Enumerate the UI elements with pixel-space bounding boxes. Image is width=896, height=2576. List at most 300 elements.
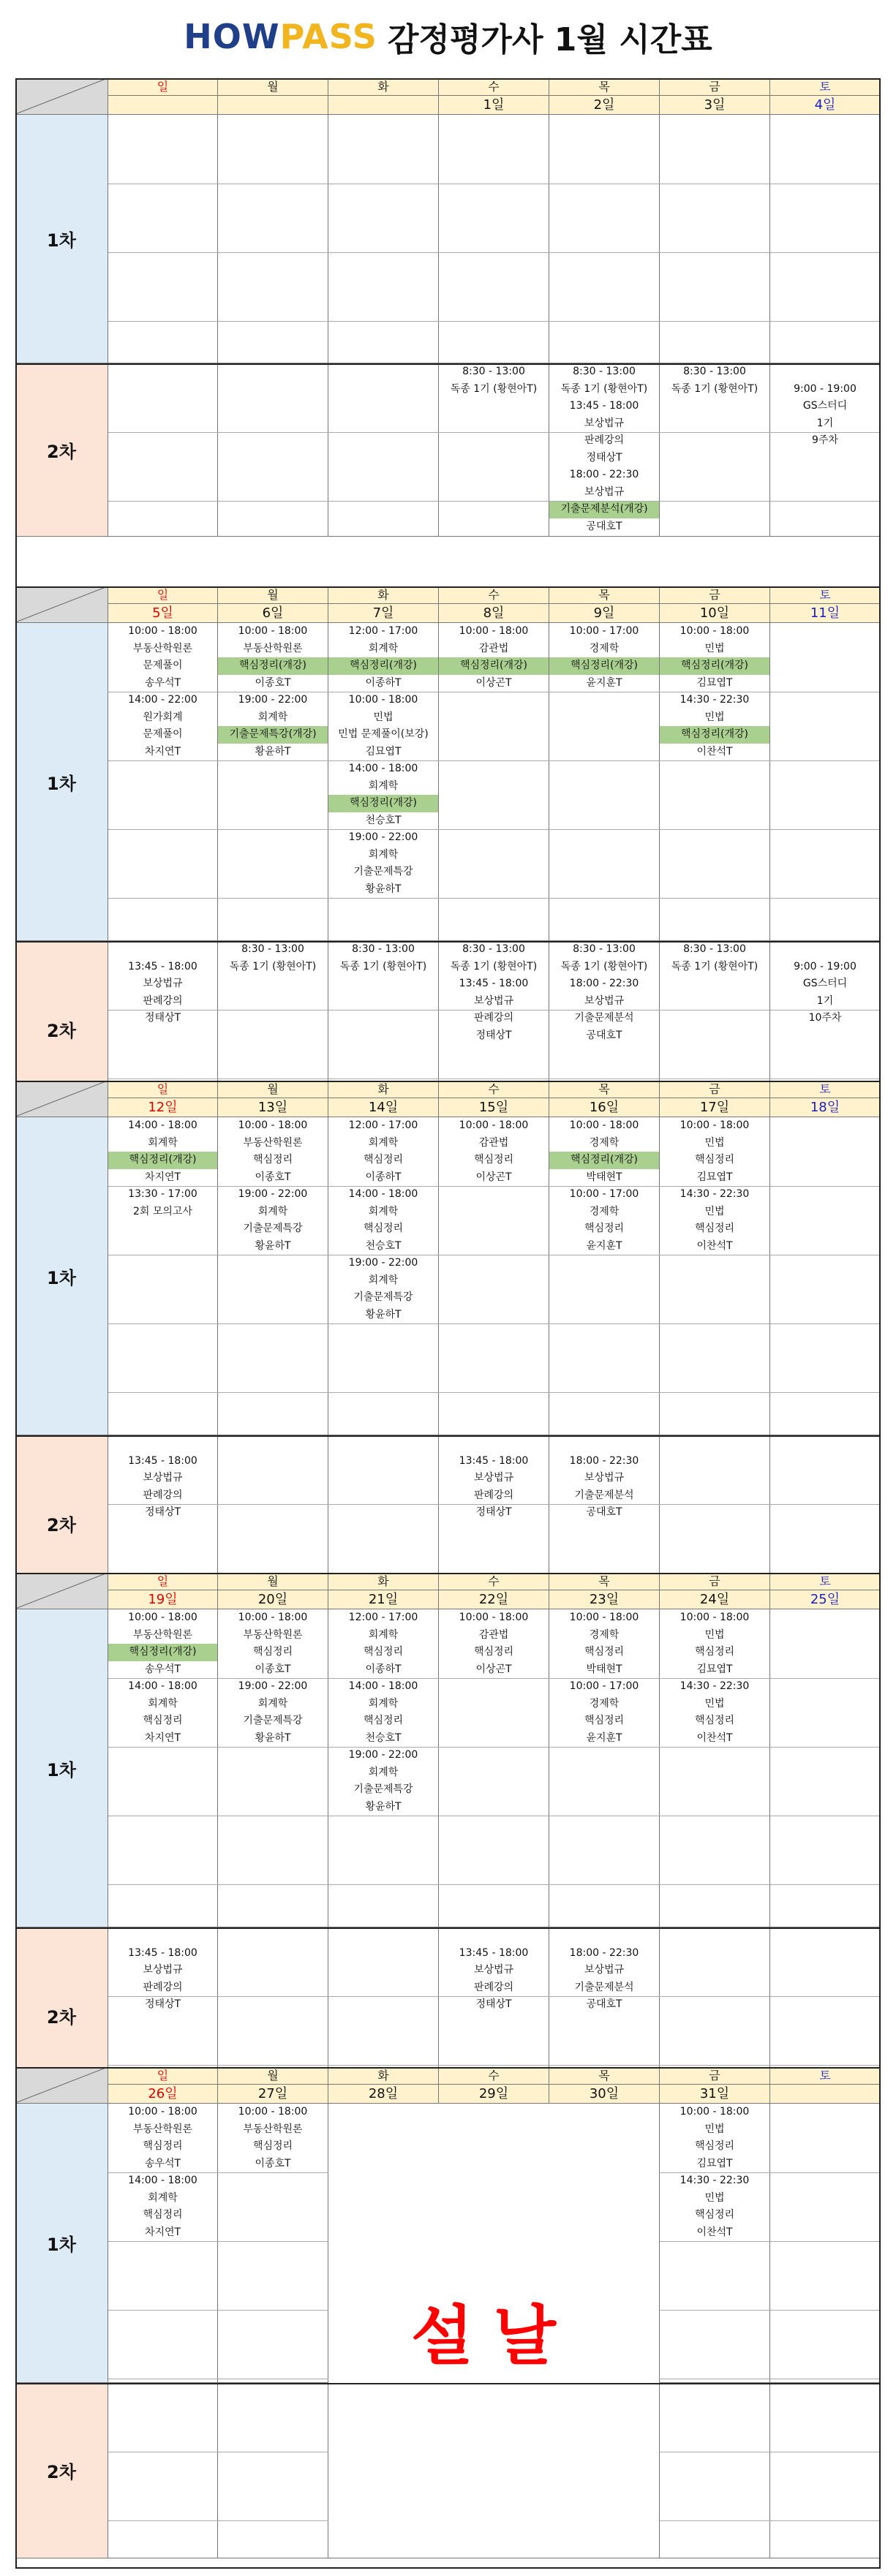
course-line: 19:00 - 22:00 xyxy=(348,831,418,843)
course-line: 핵심정리 xyxy=(694,1646,735,1658)
course-line: 경제학 xyxy=(589,1205,620,1217)
course-line: 핵심정리 xyxy=(694,1154,735,1166)
course-line: 14:00 - 18:00 xyxy=(128,2175,197,2186)
course-line: 천승호T xyxy=(365,1239,402,1252)
slot-round1-sun xyxy=(108,1609,218,1927)
course-line: GS스터디 xyxy=(802,400,848,412)
course-line: 핵심정리 xyxy=(363,1646,404,1658)
course-line: 정태상T xyxy=(475,1506,512,1518)
date-wed: 15일 xyxy=(439,1098,549,1117)
course-line: 핵심정리 xyxy=(694,2140,735,2152)
highlighted-course-line: 핵심정리(개강) xyxy=(328,657,438,675)
course-line: 13:45 - 18:00 xyxy=(459,978,529,989)
day-name-sat: 토 xyxy=(770,586,881,604)
course-line: 판례강의 xyxy=(143,994,183,1007)
course-line: 13:45 - 18:00 xyxy=(459,1454,529,1467)
course-line: 보상법규 xyxy=(473,1472,514,1484)
course-line: 10:00 - 18:00 xyxy=(128,2106,197,2118)
day-name-wed: 수 xyxy=(439,2067,549,2085)
round-label-1: 1차 xyxy=(15,2104,108,2383)
date-tue: 14일 xyxy=(328,1098,439,1117)
course-line: 회계학 xyxy=(368,848,399,861)
course-line: 민법 xyxy=(704,1136,725,1149)
course-line: 윤지훈T xyxy=(586,1731,622,1744)
course-line: 14:30 - 22:30 xyxy=(679,1680,750,1692)
round-label-2: 2차 xyxy=(15,941,108,1117)
slot-round2-fri xyxy=(660,2383,770,2558)
course-line: 공대호T xyxy=(586,1998,622,2010)
course-line: 핵심정리 xyxy=(694,1223,735,1234)
course-line: 이종호T xyxy=(255,2157,291,2169)
course-line: 10:00 - 18:00 xyxy=(679,1612,750,1623)
course-line: 판례강의 xyxy=(143,1981,183,1993)
brand-logo: HOWPASS xyxy=(184,17,377,56)
course-line: 정태상T xyxy=(475,1998,512,2010)
date-fri: 3일 xyxy=(660,96,770,115)
course-line: 보상법규 xyxy=(143,1472,183,1484)
course-line: 보상법규 xyxy=(143,1964,183,1976)
slot-round1-sun xyxy=(108,115,218,363)
course-line: 보상법규 xyxy=(584,1964,625,1976)
date-mon xyxy=(218,96,328,115)
date-sun xyxy=(108,96,218,115)
course-line: 10:00 - 18:00 xyxy=(569,1119,639,1131)
course-line: 경제학 xyxy=(589,1697,620,1710)
day-name-mon: 월 xyxy=(218,586,328,604)
slot-round1-sat xyxy=(770,1117,881,1435)
course-line: 송우석T xyxy=(144,676,181,689)
course-line: 8:30 - 13:00 xyxy=(683,943,746,955)
course-line: 18:00 - 22:30 xyxy=(569,978,639,989)
course-line: 독종 1기 (황현아T) xyxy=(229,960,317,972)
course-line: 정태상T xyxy=(144,1998,181,2010)
course-line: 공대호T xyxy=(586,1506,622,1518)
slot-round1-sat xyxy=(770,623,881,941)
corner-diagonal xyxy=(15,586,108,622)
course-line: 이찬석T xyxy=(696,2226,733,2238)
course-line: 황윤하T xyxy=(365,883,402,895)
highlighted-course-line: 핵심정리(개강) xyxy=(549,657,659,675)
course-line: 박태현T xyxy=(586,1171,622,1183)
slot-round1-fri xyxy=(660,115,770,363)
slot-round1-mon xyxy=(218,2104,328,2383)
slot-round2-mon xyxy=(218,2383,328,2558)
course-line: 민법 xyxy=(704,2191,725,2204)
course-line: 회계학 xyxy=(368,1697,399,1710)
slot-round1-sat xyxy=(770,115,881,363)
course-line: 19:00 - 22:00 xyxy=(238,1680,308,1692)
slot-round1-tue xyxy=(328,1609,439,1927)
slot-round1-wed xyxy=(439,1609,549,1927)
course-line: 회계학 xyxy=(368,1136,399,1149)
day-name-mon: 월 xyxy=(218,1573,328,1590)
date-thu: 2일 xyxy=(549,96,660,115)
course-line: 14:00 - 18:00 xyxy=(128,1680,197,1692)
course-line: 핵심정리 xyxy=(363,1223,404,1234)
course-line: 핵심정리 xyxy=(584,1715,625,1726)
course-line: 차지연T xyxy=(144,1171,181,1183)
course-line: 보상법규 xyxy=(473,994,514,1007)
course-line: 기출문제특강 xyxy=(243,1715,303,1726)
course-line: 10:00 - 18:00 xyxy=(128,625,197,637)
course-line: 기출문제특강 xyxy=(353,1783,413,1795)
date-sat: 25일 xyxy=(770,1590,881,1609)
course-line: GS스터디 xyxy=(802,978,848,989)
course-line: 민법 xyxy=(704,711,725,723)
course-line: 14:00 - 22:00 xyxy=(128,694,197,706)
course-line: 19:00 - 22:00 xyxy=(348,1257,418,1269)
course-line: 기출문제분석 xyxy=(574,1981,634,1993)
course-line: 감관법 xyxy=(478,1136,509,1149)
highlighted-course-line: 핵심정리(개강) xyxy=(328,795,438,812)
course-line: 13:45 - 18:00 xyxy=(459,1946,529,1959)
course-line: 기출문제특강 xyxy=(353,866,413,877)
course-line: 회계학 xyxy=(368,1628,399,1641)
course-line: 14:00 - 18:00 xyxy=(348,1188,418,1200)
date-thu: 23일 xyxy=(549,1590,660,1609)
highlighted-course-line: 핵심정리(개강) xyxy=(108,1644,217,1661)
course-line: 10주차 xyxy=(808,1012,842,1024)
header-corner xyxy=(15,1573,108,1609)
course-line: 공대호T xyxy=(586,1029,622,1041)
course-line: 14:00 - 18:00 xyxy=(128,1119,197,1131)
course-line: 천승호T xyxy=(365,814,402,826)
slot-round1-thu xyxy=(549,623,660,941)
slot-round2-thu xyxy=(549,363,660,537)
course-line: 이찬석T xyxy=(696,1239,733,1252)
date-sun: 19일 xyxy=(108,1590,218,1609)
course-line: 공대호T xyxy=(586,520,622,532)
course-line: 차지연T xyxy=(144,2226,181,2238)
course-line: 핵심정리 xyxy=(363,1715,404,1726)
course-line: 회계학 xyxy=(257,1697,288,1710)
course-line: 19:00 - 22:00 xyxy=(238,1188,308,1200)
course-line: 보상법규 xyxy=(584,486,625,498)
slot-round1-wed xyxy=(439,115,549,363)
course-line: 경제학 xyxy=(589,642,620,654)
title-text: 감정평가사 1월 시간표 xyxy=(387,21,712,58)
course-line: 10:00 - 18:00 xyxy=(238,625,308,637)
course-line: 원가회계 xyxy=(143,711,183,723)
course-line: 기출문제특강 xyxy=(243,1223,303,1234)
day-name-fri: 금 xyxy=(660,1081,770,1098)
course-line: 보상법규 xyxy=(584,417,625,429)
course-line: 핵심정리 xyxy=(473,1646,514,1658)
course-line: 독종 1기 (황현아T) xyxy=(671,382,758,395)
course-line: 13:30 - 17:00 xyxy=(128,1188,197,1200)
day-name-wed: 수 xyxy=(439,586,549,604)
slot-round2-wed xyxy=(439,363,549,537)
day-name-mon: 월 xyxy=(218,2067,328,2085)
date-mon: 20일 xyxy=(218,1590,328,1609)
course-line: 10:00 - 17:00 xyxy=(569,1188,639,1200)
course-line: 감관법 xyxy=(478,1628,509,1641)
slot-round1-sun xyxy=(108,2104,218,2383)
day-name-wed: 수 xyxy=(439,1081,549,1098)
course-line: 2회 모의고사 xyxy=(133,1205,192,1217)
round-label-2: 2차 xyxy=(15,1435,108,1612)
course-line: 정태상T xyxy=(475,1029,512,1041)
day-name-fri: 금 xyxy=(660,2067,770,2085)
course-line: 김묘엽T xyxy=(696,1663,733,1675)
slot-round1-fri xyxy=(660,623,770,941)
course-line xyxy=(108,1435,217,1453)
course-line: 10:00 - 18:00 xyxy=(348,694,418,706)
day-name-mon: 월 xyxy=(218,1081,328,1098)
date-sat xyxy=(770,2085,881,2104)
highlighted-course-line: 핵심정리(개강) xyxy=(549,1152,659,1169)
date-tue xyxy=(328,96,439,115)
course-line: 부동산학원론 xyxy=(243,2123,303,2135)
slot-round1-thu xyxy=(549,1609,660,1927)
course-line: 판례강의 xyxy=(473,1489,514,1501)
slot-round1-tue xyxy=(328,115,439,363)
course-line: 13:45 - 18:00 xyxy=(128,960,197,972)
day-name-thu: 목 xyxy=(549,78,660,96)
course-line: 9주차 xyxy=(812,434,838,446)
highlighted-course-line: 기출문제특강(개강) xyxy=(218,726,328,744)
course-line: 민법 xyxy=(704,2123,725,2135)
corner-diagonal xyxy=(15,78,108,114)
date-tue: 28일 xyxy=(328,2085,439,2104)
course-line: 판례강의 xyxy=(473,1012,514,1024)
course-line: 10:00 - 18:00 xyxy=(459,625,529,637)
date-thu: 30일 xyxy=(549,2085,660,2104)
course-line: 핵심정리 xyxy=(473,1154,514,1166)
day-name-sun: 일 xyxy=(108,1081,218,1098)
course-line: 8:30 - 13:00 xyxy=(462,943,525,955)
day-name-sun: 일 xyxy=(108,1573,218,1590)
header-corner xyxy=(15,2067,108,2104)
course-line: 회계학 xyxy=(368,642,399,654)
course-line: 회계학 xyxy=(368,1205,399,1217)
course-line: 회계학 xyxy=(148,2191,178,2204)
course-line: 정태상T xyxy=(144,1012,181,1024)
header-corner xyxy=(15,78,108,115)
course-line: 회계학 xyxy=(368,1274,399,1286)
day-name-fri: 금 xyxy=(660,586,770,604)
round-label-1: 1차 xyxy=(15,1117,108,1435)
course-line: 독종 1기 (황현아T) xyxy=(450,382,538,395)
day-name-thu: 목 xyxy=(549,1081,660,1098)
course-line: 문제풀이 xyxy=(143,728,183,740)
day-name-tue: 화 xyxy=(328,1573,439,1590)
course-line: 10:00 - 17:00 xyxy=(569,1680,639,1692)
course-line: 독종 1기 (황현아T) xyxy=(671,960,758,972)
date-wed: 1일 xyxy=(439,96,549,115)
course-line: 보상법규 xyxy=(473,1964,514,1976)
date-thu: 16일 xyxy=(549,1098,660,1117)
course-line: 10:00 - 18:00 xyxy=(238,1612,308,1623)
course-line: 민법 xyxy=(704,1205,725,1217)
day-name-sat: 토 xyxy=(770,2067,881,2085)
course-line: 박태현T xyxy=(586,1663,622,1675)
course-line: 황윤하T xyxy=(365,1308,402,1321)
course-line: 독종 1기 (황현아T) xyxy=(560,960,648,972)
date-sun: 26일 xyxy=(108,2085,218,2104)
slot-round2-sun xyxy=(108,363,218,537)
course-line: 13:45 - 18:00 xyxy=(569,400,639,412)
header-corner xyxy=(15,586,108,623)
course-line: 이종하T xyxy=(365,1663,402,1675)
course-line: 천승호T xyxy=(365,1731,402,1744)
course-line: 핵심정리 xyxy=(584,1223,625,1234)
course-line: 김묘엽T xyxy=(696,676,733,689)
day-name-tue: 화 xyxy=(328,78,439,96)
course-line: 문제풀이 xyxy=(143,660,183,671)
course-line: 14:30 - 22:30 xyxy=(679,694,750,706)
course-line: 핵심정리 xyxy=(363,1154,404,1166)
slot-round1-sat xyxy=(770,2104,881,2383)
course-line: 민법 xyxy=(373,711,394,723)
slot-round1-fri xyxy=(660,2104,770,2383)
day-name-mon: 월 xyxy=(218,78,328,96)
course-line xyxy=(108,941,217,959)
course-line: 보상법규 xyxy=(584,1472,625,1484)
round-label-2: 2차 xyxy=(15,363,108,537)
course-line: 12:00 - 17:00 xyxy=(348,625,418,637)
course-line: 감관법 xyxy=(478,642,509,654)
course-line: 핵심정리 xyxy=(143,1715,183,1726)
date-wed: 29일 xyxy=(439,2085,549,2104)
course-line: 부동산학원론 xyxy=(243,1628,303,1641)
slot-round1-fri xyxy=(660,1117,770,1435)
course-line: 10:00 - 18:00 xyxy=(128,1612,197,1623)
course-line: 8:30 - 13:00 xyxy=(573,943,636,955)
course-line: 핵심정리 xyxy=(143,2209,183,2221)
course-line: 정태상T xyxy=(144,1506,181,1518)
date-sat: 4일 xyxy=(770,96,881,115)
course-line: 핵심정리 xyxy=(694,2209,735,2221)
day-name-tue: 화 xyxy=(328,586,439,604)
course-line xyxy=(439,1435,549,1453)
date-sun: 12일 xyxy=(108,1098,218,1117)
day-name-sat: 토 xyxy=(770,1081,881,1098)
day-name-sat: 토 xyxy=(770,1573,881,1590)
holiday-label: 설날 xyxy=(410,2297,577,2373)
course-line: 경제학 xyxy=(589,1628,620,1641)
course-line: 18:00 - 22:30 xyxy=(569,1946,639,1959)
slot-round1-fri xyxy=(660,1609,770,1927)
course-line: 기출문제특강 xyxy=(353,1291,413,1303)
course-line: 김묘엽T xyxy=(696,1171,733,1183)
course-line: 18:00 - 22:30 xyxy=(569,469,639,480)
course-line: 8:30 - 13:00 xyxy=(241,943,304,955)
course-line: 회계학 xyxy=(257,711,288,723)
slot-round1-mon xyxy=(218,115,328,363)
course-line: 8:30 - 13:00 xyxy=(352,943,415,955)
course-line: 이종하T xyxy=(365,676,402,689)
slot-round1-tue xyxy=(328,1117,439,1435)
course-line: 12:00 - 17:00 xyxy=(348,1119,418,1131)
course-line: 10:00 - 18:00 xyxy=(459,1612,529,1623)
day-name-sun: 일 xyxy=(108,78,218,96)
course-line: 보상법규 xyxy=(584,994,625,1007)
course-line: 회계학 xyxy=(368,1766,399,1778)
course-line: 경제학 xyxy=(589,1136,620,1149)
date-mon: 13일 xyxy=(218,1098,328,1117)
highlighted-course-line: 핵심정리(개강) xyxy=(660,726,769,744)
header-corner xyxy=(15,1081,108,1117)
course-line: 10:00 - 18:00 xyxy=(679,625,750,637)
round-label-2: 2차 xyxy=(15,1927,108,2104)
course-line: 이종호T xyxy=(255,676,291,689)
day-name-sun: 일 xyxy=(108,586,218,604)
date-tue: 21일 xyxy=(328,1590,439,1609)
course-line xyxy=(549,1435,659,1453)
highlighted-course-line: 핵심정리(개강) xyxy=(660,657,769,675)
course-line: 핵심정리 xyxy=(584,1646,625,1658)
slot-round2-sat xyxy=(770,2383,881,2558)
course-line: 독종 1기 (황현아T) xyxy=(339,960,427,972)
course-line: 이상곤T xyxy=(475,1663,512,1675)
course-line: 14:00 - 18:00 xyxy=(348,763,418,774)
slot-round1-tue xyxy=(328,623,439,941)
highlighted-course-line: 기출문제분석(개강) xyxy=(549,501,659,518)
slot-round2-mon xyxy=(218,363,328,537)
course-line: 이종하T xyxy=(365,1171,402,1183)
course-line: 10:00 - 17:00 xyxy=(569,625,639,637)
course-line: 8:30 - 13:00 xyxy=(573,366,636,377)
course-line: 윤지훈T xyxy=(586,676,622,689)
course-line xyxy=(108,1927,217,1945)
slot-round2-tue xyxy=(328,363,439,537)
corner-diagonal xyxy=(15,2067,108,2103)
course-line: 보상법규 xyxy=(143,978,183,989)
course-line: 황윤하T xyxy=(255,1239,291,1252)
course-line: 판례강의 xyxy=(473,1981,514,1993)
course-line: 1기 xyxy=(816,417,834,429)
course-line: 14:00 - 18:00 xyxy=(348,1680,418,1692)
course-line: 19:00 - 22:00 xyxy=(238,694,308,706)
day-name-wed: 수 xyxy=(439,78,549,96)
course-line: 황윤하T xyxy=(255,745,291,758)
course-line: 1기 xyxy=(816,994,834,1007)
course-line: 18:00 - 22:30 xyxy=(569,1454,639,1467)
course-line: 12:00 - 17:00 xyxy=(348,1612,418,1623)
course-line: 정태상T xyxy=(586,451,622,464)
date-mon: 6일 xyxy=(218,604,328,623)
slot-round1-sun xyxy=(108,623,218,941)
course-line: 이찬석T xyxy=(696,1731,733,1744)
course-line: 핵심정리 xyxy=(252,2140,293,2152)
course-line: 기출문제분석 xyxy=(574,1012,634,1024)
course-line: 독종 1기 (황현아T) xyxy=(450,960,538,972)
slot-round1-sun xyxy=(108,1117,218,1435)
course-line: 10:00 - 18:00 xyxy=(679,2106,750,2118)
course-line: 부동산학원론 xyxy=(132,2123,193,2135)
course-line: 회계학 xyxy=(257,1205,288,1217)
slot-round2-fri xyxy=(660,363,770,537)
course-line: 19:00 - 22:00 xyxy=(348,1749,418,1761)
course-line: 차지연T xyxy=(144,745,181,758)
slot-round1-wed xyxy=(439,1117,549,1435)
round-label-1: 1차 xyxy=(15,115,108,363)
course-line: 부동산학원론 xyxy=(243,642,303,654)
highlighted-course-line: 핵심정리(개강) xyxy=(439,657,549,675)
course-line: 10:00 - 18:00 xyxy=(679,1119,750,1131)
course-line: 윤지훈T xyxy=(586,1239,622,1252)
course-line: 핵심정리 xyxy=(252,1154,293,1166)
date-wed: 22일 xyxy=(439,1590,549,1609)
day-name-wed: 수 xyxy=(439,1573,549,1590)
date-sat: 11일 xyxy=(770,604,881,623)
round-label-1: 1차 xyxy=(15,623,108,941)
course-line: 10:00 - 18:00 xyxy=(238,2106,308,2118)
course-line: 핵심정리 xyxy=(252,1646,293,1658)
slot-round1-sat xyxy=(770,1609,881,1927)
slot-round1-thu xyxy=(549,115,660,363)
